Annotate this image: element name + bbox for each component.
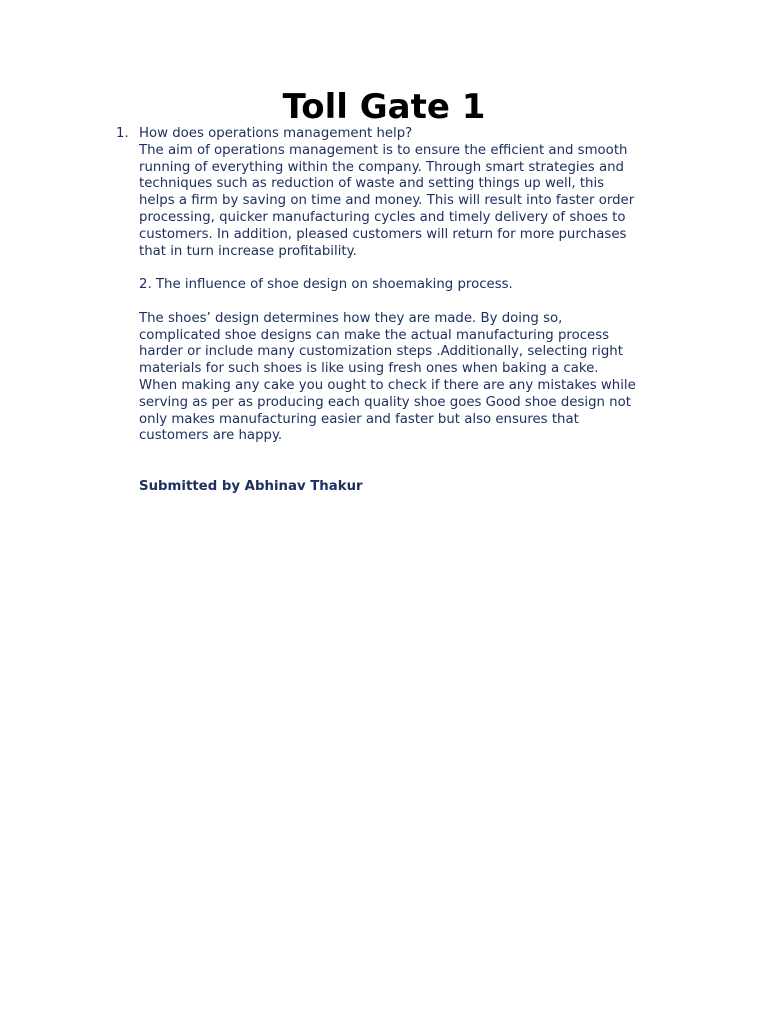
- list-marker: 1.: [116, 126, 129, 141]
- answer-2-line: When making any cake you ought to check if there are any mistakes while: [139, 377, 636, 393]
- document-body: [139, 126, 679, 445]
- answer-2-line: harder or include many customization steps .Additionally, selecting right: [139, 344, 623, 360]
- answer-2-line: The shoes’ design determines how they are made. By doing so,: [139, 310, 563, 326]
- submitted-by: Submitted by Abhinav Thakur: [139, 479, 363, 494]
- answer-1-line: techniques such as reduction of waste and setting things up well, this: [139, 176, 605, 192]
- answer-1-line: that in turn increase profitability.: [139, 243, 357, 259]
- answer-1-line: processing, quicker manufacturing cycles and timely delivery of shoes to: [139, 209, 626, 225]
- answer-1-line: helps a firm by saving on time and money. This will result into faster order: [139, 193, 635, 209]
- paragraph-spacer: [139, 294, 679, 311]
- answer-2-line: customers are happy.: [139, 428, 283, 444]
- answer-2-line: only makes manufacturing easier and faster but also ensures that: [139, 411, 579, 427]
- answer-2-line: serving as per as producing each quality shoe goes Good shoe design not: [139, 394, 631, 410]
- answer-2-line: materials for such shoes is like using fresh ones when baking a cake.: [139, 361, 599, 377]
- answer-1-line: customers. In addition, pleased customers will return for more purchases: [139, 226, 627, 242]
- page-title: Toll Gate 1: [282, 87, 486, 127]
- answer-1-line: The aim of operations management is to ensure the efficient and smooth: [139, 142, 628, 158]
- answer-2-line: complicated shoe designs can make the actual manufacturing process: [139, 327, 610, 343]
- paragraph-spacer: [139, 260, 679, 277]
- question-2: 2. The influence of shoe design on shoemaking process.: [139, 277, 513, 293]
- answer-1-line: running of everything within the company. Through smart strategies and: [139, 159, 624, 175]
- question-1: How does operations management help?: [139, 126, 413, 141]
